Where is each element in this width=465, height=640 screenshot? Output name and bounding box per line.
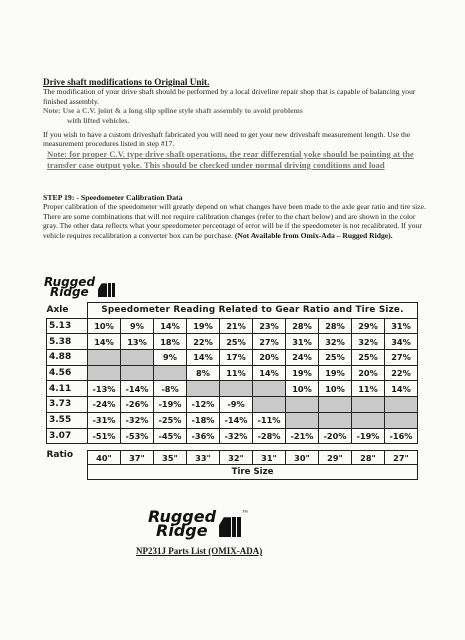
tire-size-cell: 35" [154,450,187,465]
tire-size-label: Tire Size [88,465,418,480]
table-body [47,318,418,444]
percent-error-cell [154,365,187,381]
axle-ratio-cell: 3.55 [47,412,88,428]
percent-error-cell: -31% [88,412,121,428]
parts-list-title: NP231J Parts List (OMIX-ADA) [136,546,263,556]
tire-size-row [47,450,418,465]
percent-error-cell: -16% [385,428,418,444]
percent-error-cell: -19% [352,428,385,444]
axle-ratio-cell: 5.38 [47,334,88,350]
table-row [47,397,418,413]
percent-error-cell: -51% [88,428,121,444]
axle-ratio-cell: 4.56 [47,365,88,381]
percent-error-cell: 11% [220,365,253,381]
percent-error-cell [121,350,154,366]
trademark-mark: ™ [242,510,248,516]
table-row [47,365,418,381]
logo-bars-icon-bottom [218,517,241,537]
tire-size-cell: 31" [253,450,286,465]
percent-error-cell [352,412,385,428]
logo-wordmark [44,275,96,300]
percent-error-cell: 13% [121,334,154,350]
percent-error-cell: 22% [187,334,220,350]
percent-error-cell: 14% [88,334,121,350]
percent-error-cell: 32% [319,334,352,350]
percent-error-cell: 25% [352,350,385,366]
step19-section [43,193,428,240]
percent-error-cell: -21% [286,428,319,444]
percent-error-cell: -19% [154,397,187,413]
percent-error-cell: 34% [385,334,418,350]
percent-error-cell: 19% [286,365,319,381]
percent-error-cell: 22% [385,365,418,381]
axle-ratio-cell: 3.07 [47,428,88,444]
speedometer-table [46,302,422,480]
percent-error-cell: -14% [220,412,253,428]
logo-line1: Rugged [44,275,96,289]
rugged-ridge-logo-bottom [148,507,248,540]
tire-size-cell: 28" [352,450,385,465]
percent-error-cell [286,397,319,413]
section-paragraph: The modification of your drive shaft should be performed by a local driveline repair shop that is capable of balancing your finished assembly. [43,87,416,106]
note-cv-joint: Note: Use a C.V. joint & a long slip spline style shaft assembly to avoid problems [43,106,303,116]
driveshaft-section [43,78,428,171]
percent-error-cell: -24% [88,397,121,413]
table-row [47,412,418,428]
logo-line1-bottom: Rugged [148,507,217,526]
percent-error-cell: -28% [253,428,286,444]
table-row [47,381,418,397]
percent-error-cell: 10% [286,381,319,397]
percent-error-cell: 32% [352,334,385,350]
percent-error-cell: 29% [352,318,385,334]
section-paragraph-2: If you wish to have a custom driveshaft fabricated you will need to get your new driveshaft measurement length. Use the measurement procedures listed in step #17. [43,130,411,149]
percent-error-cell: 20% [253,350,286,366]
step-title: STEP 19: - Speedometer Calibration Data [43,193,183,202]
percent-error-cell: -9% [220,397,253,413]
note-cv-joint-cont: with lifted vehicles. [67,115,130,125]
percent-error-cell [319,412,352,428]
percent-error-cell: 31% [385,318,418,334]
percent-error-cell: 9% [121,318,154,334]
percent-error-cell [352,397,385,413]
percent-error-cell: 27% [385,350,418,366]
percent-error-cell: -8% [154,381,187,397]
logo-bars-icon [97,283,115,297]
axle-ratio-cell: 3.73 [47,397,88,413]
table-row [47,350,418,366]
percent-error-cell: -36% [187,428,220,444]
ratio-header: Ratio [46,450,74,461]
tire-size-cell: 27" [385,450,418,465]
percent-error-cell: 27% [253,334,286,350]
percent-error-cell: -45% [154,428,187,444]
percent-error-cell: 9% [154,350,187,366]
percent-error-cell [286,412,319,428]
percent-error-cell: -26% [121,397,154,413]
percent-error-cell: 24% [286,350,319,366]
percent-error-cell [385,412,418,428]
percent-error-cell: 19% [187,318,220,334]
percent-error-cell: 10% [319,381,352,397]
logo-line2: Ridge [50,285,89,300]
percent-error-cell [253,381,286,397]
percent-error-cell: 14% [154,318,187,334]
axle-ratio-cell: 5.13 [47,318,88,334]
percent-error-cell: -20% [319,428,352,444]
tire-size-cell: 37" [121,450,154,465]
percent-error-cell [88,365,121,381]
table-row [47,318,418,334]
tire-size-cell: 30" [286,450,319,465]
note-yoke: Note: for proper C.V. type drive shaft operations, the rear differential yoke should be pointing at the transfer case output yoke. This should be checked under normal driving conditions and load [47,148,414,170]
axle-ratio-cell: 4.88 [47,350,88,366]
table-row [47,428,418,444]
percent-error-cell: 18% [154,334,187,350]
percent-error-cell: 25% [220,334,253,350]
percent-error-cell: -13% [88,381,121,397]
percent-error-cell [220,381,253,397]
percent-error-cell [88,350,121,366]
percent-error-cell: 25% [319,350,352,366]
percent-error-cell: -11% [253,412,286,428]
rugged-ridge-logo-top [44,275,115,300]
percent-error-cell: 14% [385,381,418,397]
percent-error-cell: 28% [286,318,319,334]
percent-error-cell: 19% [319,365,352,381]
percent-error-cell: -18% [187,412,220,428]
table-row [47,334,418,350]
percent-error-cell: 28% [319,318,352,334]
percent-error-cell: 23% [253,318,286,334]
percent-error-cell [121,365,154,381]
percent-error-cell [385,397,418,413]
percent-error-cell: -25% [154,412,187,428]
percent-error-cell: 17% [220,350,253,366]
percent-error-cell [253,397,286,413]
percent-error-cell: -32% [220,428,253,444]
speedometer-grid [46,302,418,480]
table-title: Speedometer Reading Related to Gear Ratio and Tire Size. [88,303,418,319]
tire-size-cell: 32" [220,450,253,465]
percent-error-cell: 31% [286,334,319,350]
percent-error-cell: 8% [187,365,220,381]
percent-error-cell: 10% [88,318,121,334]
step-paragraph [43,202,428,240]
percent-error-cell: 20% [352,365,385,381]
percent-error-cell: -12% [187,397,220,413]
axle-ratio-cell: 4.11 [47,381,88,397]
tire-size-cell: 33" [187,450,220,465]
percent-error-cell: 11% [352,381,385,397]
percent-error-cell: -53% [121,428,154,444]
tire-size-cell: 29" [319,450,352,465]
step-paragraph-text: Proper calibration of the speedometer will greatly depend on what changes have been made to the axle gear ratio and tire size. There are some combinations that will not require calibration changes (refer to the chart below) and are shown in the color gray. The other data reflects what your speedometer percentage of error will be if the speedometer is not recalibrated. If your vehicle requires recalibration a converter box can be purchase. [43,202,426,240]
axle-header: Axle [46,305,69,316]
section-heading: Drive shaft modifications to Original Unit. [43,77,210,87]
logo-wordmark-bottom [148,507,217,540]
percent-error-cell: 14% [253,365,286,381]
percent-error-cell: 21% [220,318,253,334]
percent-error-cell: -32% [121,412,154,428]
percent-error-cell: 14% [187,350,220,366]
logo-line2-bottom: Ridge [156,520,208,540]
tire-size-cell: 40" [88,450,121,465]
percent-error-cell [319,397,352,413]
percent-error-cell [187,381,220,397]
percent-error-cell: -14% [121,381,154,397]
step-paragraph-bold: (Not Available from Omix-Ada – Rugged Ridge). [234,230,393,240]
